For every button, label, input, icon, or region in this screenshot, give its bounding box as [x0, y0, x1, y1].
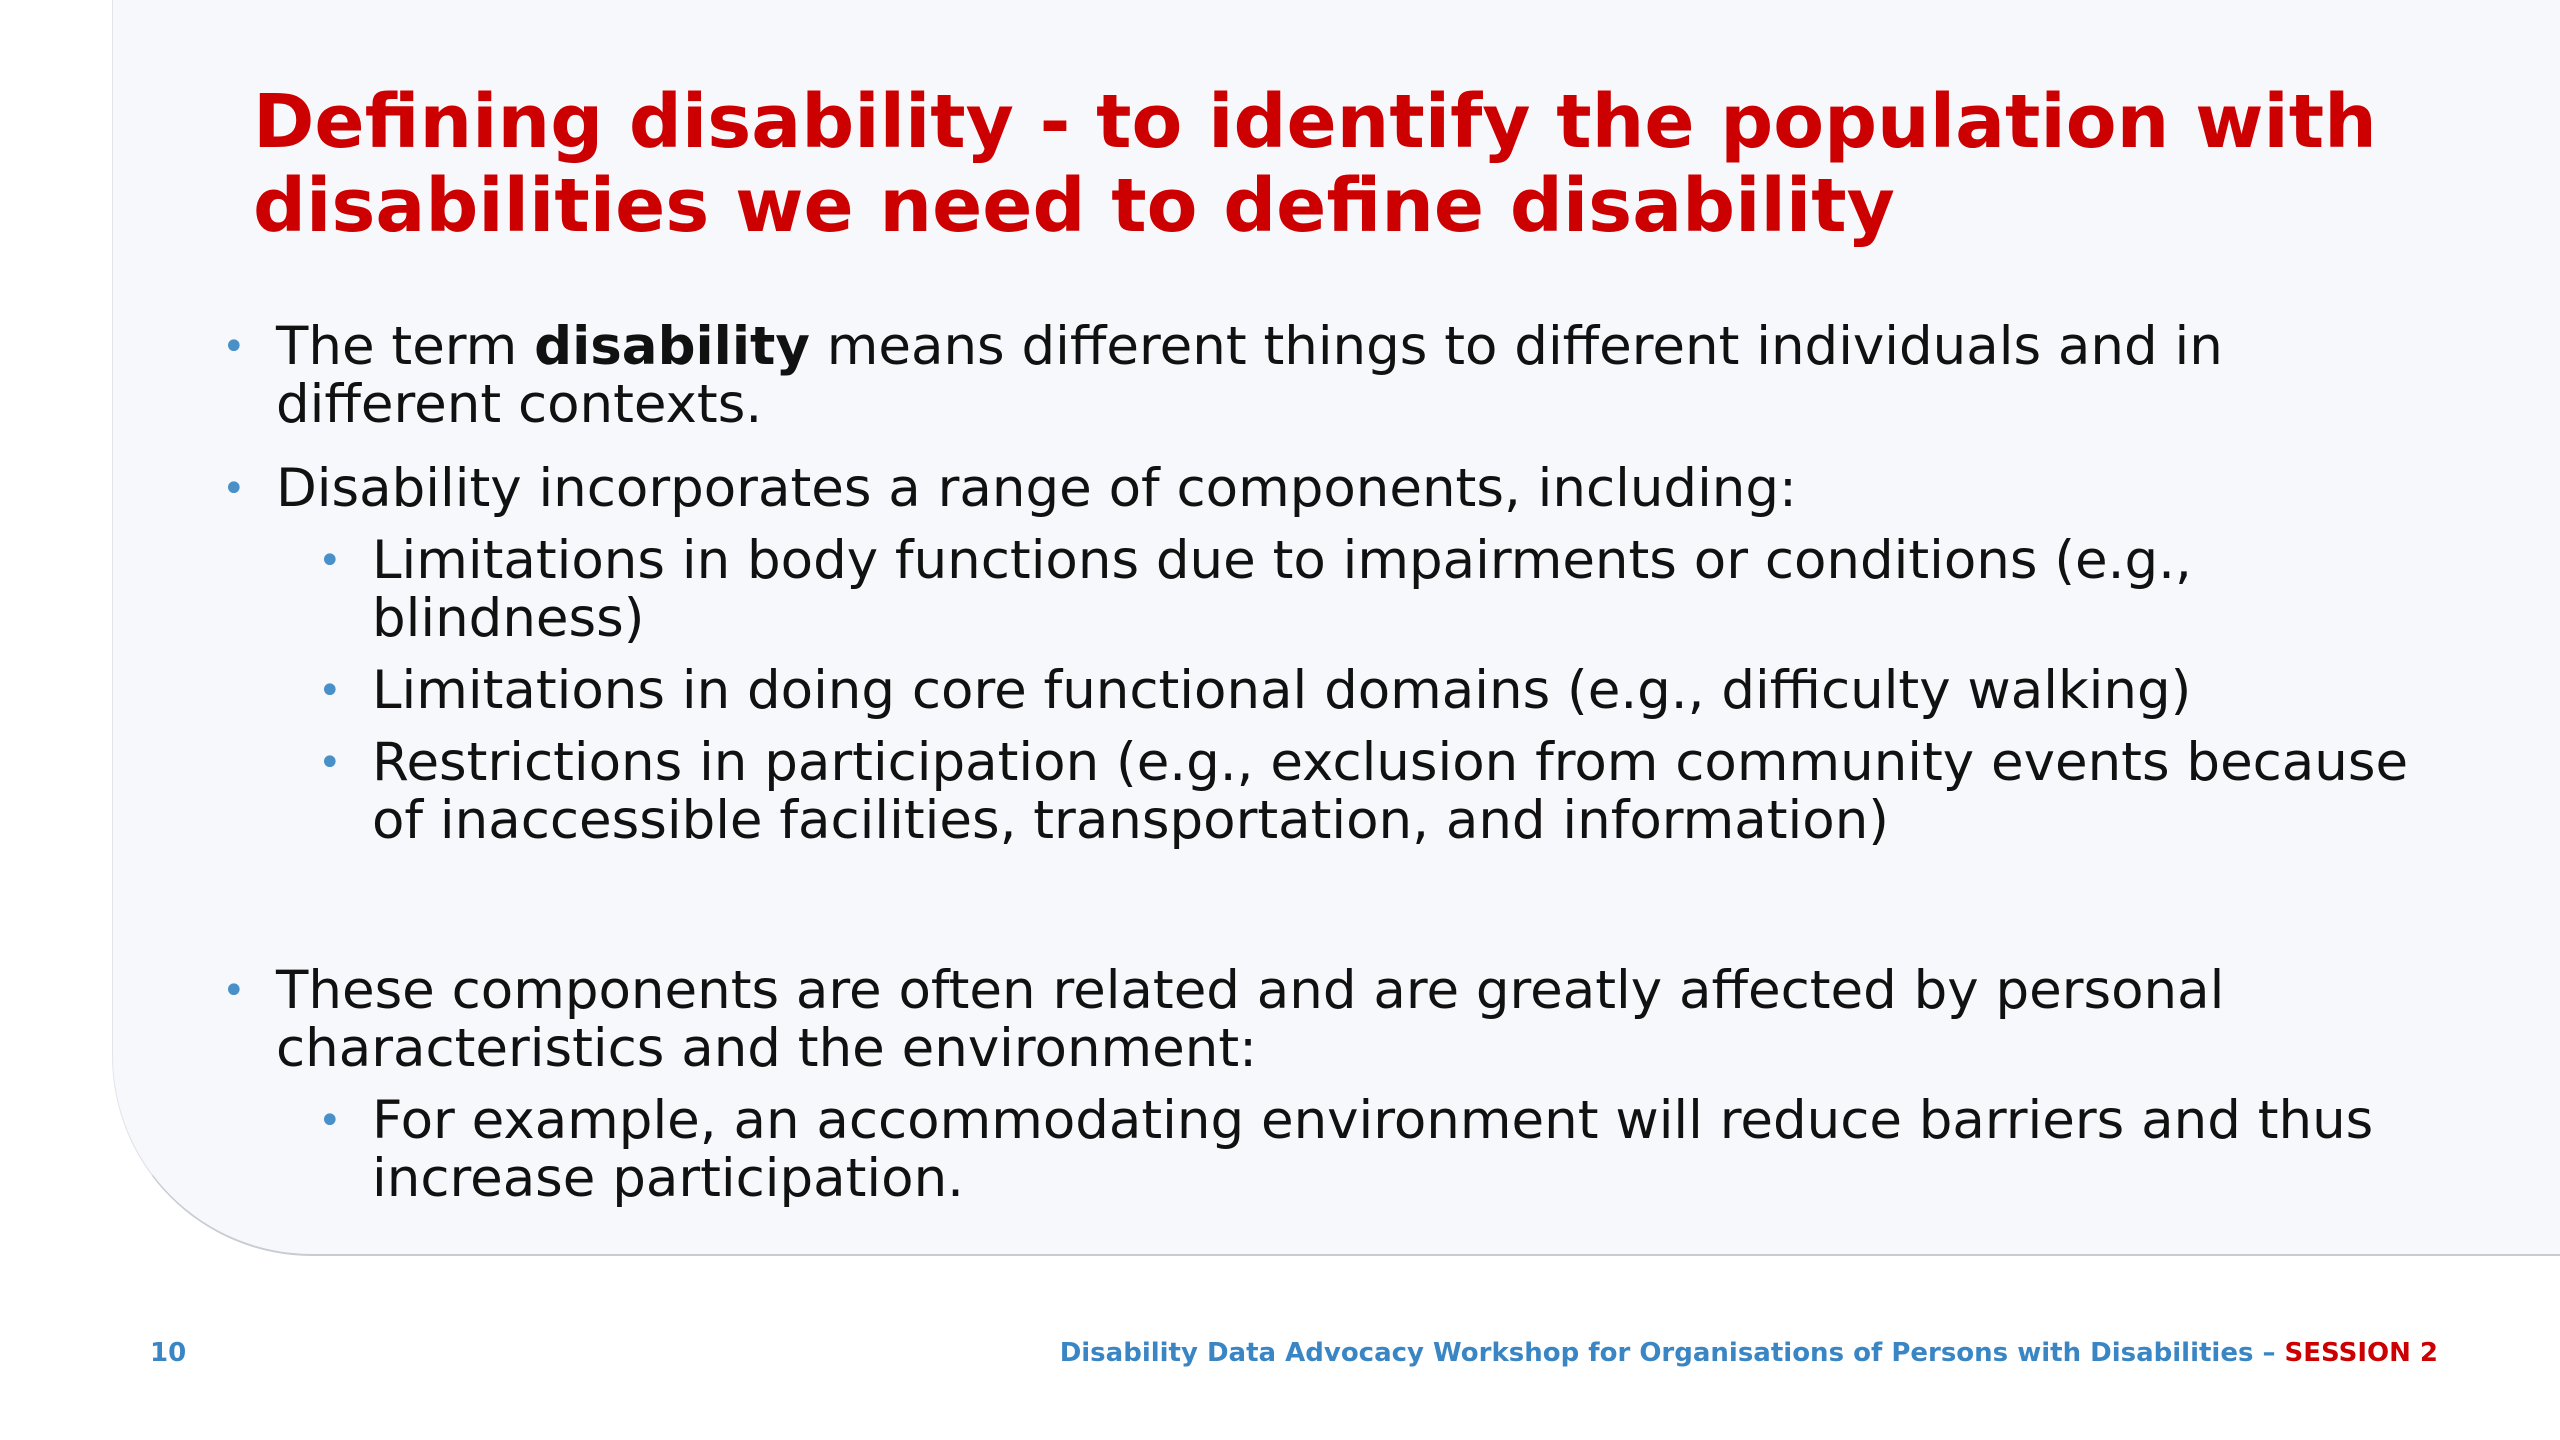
- sub-bullet-item: [318, 734, 2462, 850]
- bullet-line: different contexts.: [276, 374, 763, 435]
- bullet-item: [222, 318, 2462, 434]
- bullet-line: blindness): [372, 588, 645, 649]
- page-number: 10: [150, 1338, 187, 1368]
- bullet-dot-icon: •: [318, 538, 342, 584]
- bullet-list: [222, 318, 2462, 1208]
- bullet-text: means different things to different individuals and in: [809, 316, 2223, 377]
- bullet-line: [276, 318, 2462, 376]
- bullet-line: Limitations in doing core functional domains (e.g., difficulty walking): [372, 660, 2192, 721]
- bullet-dot-icon: •: [318, 1098, 342, 1144]
- bullet-line: Restrictions in participation (e.g., exclusion from community events because: [372, 732, 2409, 793]
- footer-session-label: SESSION 2: [2284, 1338, 2438, 1368]
- bullet-text: The term: [276, 316, 535, 377]
- sub-bullet-item: [318, 532, 2462, 648]
- bullet-line: These components are often related and are greatly affected by personal: [276, 960, 2225, 1021]
- bullet-dot-icon: •: [318, 740, 342, 786]
- bullet-line: For example, an accommodating environment will reduce barriers and thus: [372, 1090, 2374, 1151]
- bullet-dot-icon: •: [318, 668, 342, 714]
- sub-bullet-item: [318, 662, 2462, 720]
- bullet-dot-icon: •: [222, 968, 246, 1014]
- bullet-bold-term: disability: [534, 316, 810, 377]
- bullet-item: [222, 962, 2462, 1078]
- bullet-dot-icon: •: [222, 466, 246, 512]
- bullet-dot-icon: •: [222, 324, 246, 370]
- sub-bullet-item: [318, 1092, 2462, 1208]
- bullet-line: increase participation.: [372, 1148, 965, 1209]
- footer-caption: [1060, 1338, 2438, 1368]
- bullet-item: [222, 460, 2462, 518]
- bullet-line: Limitations in body functions due to impairments or conditions (e.g.,: [372, 530, 2192, 591]
- slide-title-line-1: Defining disability - to identify the population with: [253, 79, 2377, 165]
- bullet-line: characteristics and the environment:: [276, 1018, 1258, 1079]
- bullet-line: Disability incorporates a range of components, including:: [276, 458, 1797, 519]
- bullet-line: of inaccessible facilities, transportation, and information): [372, 790, 1889, 851]
- slide-title: [253, 80, 2493, 248]
- slide-title-line-2: disabilities we need to define disability: [253, 163, 1895, 249]
- footer-workshop-text: Disability Data Advocacy Workshop for Organisations of Persons with Disabilities –: [1059, 1338, 2285, 1368]
